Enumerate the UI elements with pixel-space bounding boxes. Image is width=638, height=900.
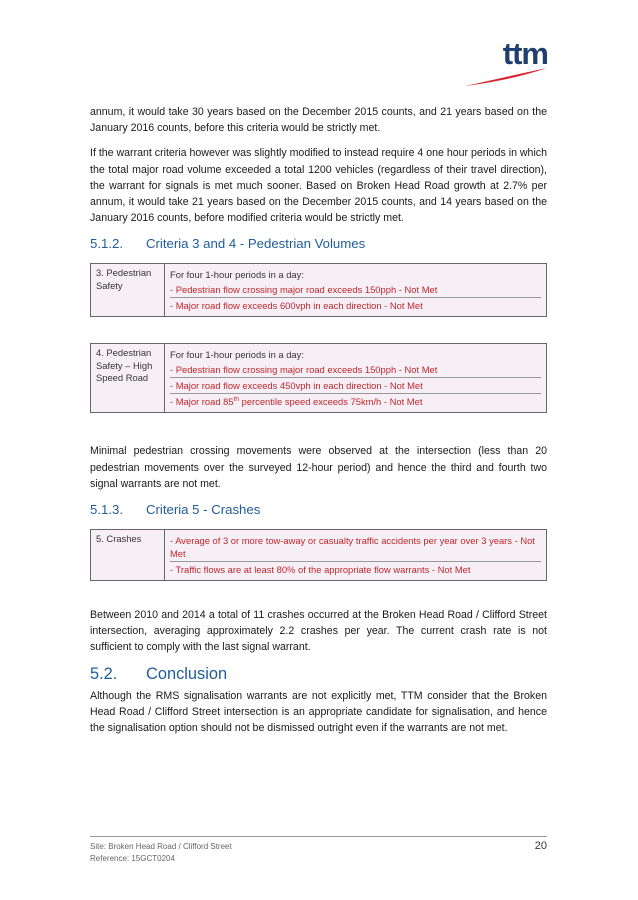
criteria-intro: For four 1-hour periods in a day:: [170, 269, 304, 281]
criteria-line: - Traffic flows are at least 80% of the appropriate flow warrants - Not Met: [170, 561, 541, 577]
paragraph-conclusion: Although the RMS signalisation warrants are not explicitly met, TTM consider that the Broken Head Road / Clifford Street intersection is an appropriate candidate for signalisation, and hence the signalisation option should not be dismissed outright even if the warrants are not met.: [90, 689, 547, 735]
criteria-line-speed: [170, 393, 541, 409]
heading-title: Criteria 5 - Crashes: [146, 502, 261, 518]
speed-pre: - Major road 85: [170, 396, 234, 408]
logo-text: ttm: [502, 36, 548, 71]
criteria-line: - Pedestrian flow crossing major road exceeds 150pph - Not Met: [170, 284, 438, 296]
criteria-line: - Pedestrian flow crossing major road exceeds 150pph - Not Met: [170, 364, 438, 376]
heading-number: 5.2.: [90, 664, 118, 683]
criteria-5-table: [90, 529, 547, 581]
footer-site: Site: Broken Head Road / Clifford Street: [90, 842, 232, 851]
criteria-details: [165, 264, 547, 317]
logo-swoosh-icon: [463, 66, 548, 88]
criteria-intro: For four 1-hour periods in a day:: [170, 349, 304, 361]
speed-post: percentile speed exceeds 75km/h - Not Met: [239, 396, 423, 408]
criteria-label: 5. Crashes: [91, 530, 165, 581]
paragraph-crashes: Between 2010 and 2014 a total of 11 crashes occurred at the Broken Head Road / Clifford Street intersection, averaging approximately 2.2 crashes per year. The current crash rate is not sufficient to comply with the last signal warrant.: [90, 609, 547, 654]
heading-title: Criteria 3 and 4 - Pedestrian Volumes: [146, 236, 366, 252]
paragraph-pedestrian: Minimal pedestrian crossing movements were observed at the intersection (less than 20 pedestrian movements over the surveyed 12-hour period) and hence the third and fourth two signal warrants are not met.: [90, 445, 547, 490]
speed-sup: th: [233, 396, 239, 404]
criteria-label: 3. Pedestrian Safety: [91, 264, 165, 317]
criteria-label: 4. Pedestrian Safety – High Speed Road: [91, 344, 165, 413]
paragraph-modified-warrant: If the warrant criteria however was slightly modified to instead require 4 one hour periods in which the total major road volume exceeded a total 1200 vehicles (regardless of their travel direction), the warrant for signals is met much sooner. Based on Broken Head Road growth at 2.7% per annum, it would take 21 years based on the December 2015 counts, and 14 years based on the January 2016 counts, before modified criteria would be strictly met.: [90, 147, 547, 225]
page-footer: [90, 836, 547, 865]
heading-number: 5.1.2.: [90, 236, 123, 252]
heading-5-2: [90, 665, 547, 684]
paragraph-continuation: annum, it would take 30 years based on the December 2015 counts, and 21 years based on the January 2016 counts, before this criteria would be strictly met.: [90, 106, 547, 135]
page-number: 20: [534, 840, 547, 852]
criteria-details: [165, 530, 547, 581]
heading-5-1-2: [90, 236, 547, 251]
footer-reference: Reference: 15GCT0204: [90, 854, 175, 863]
criteria-line: - Major road flow exceeds 600vph in each direction - Not Met: [170, 297, 541, 313]
heading-5-1-3: [90, 502, 547, 517]
heading-title: Conclusion: [146, 664, 228, 683]
criteria-3-table: [90, 263, 547, 317]
heading-number: 5.1.3.: [90, 502, 123, 518]
criteria-line: - Average of 3 or more tow-away or casualty traffic accidents per year over 3 years - Not Met: [170, 535, 535, 560]
page-content: [90, 104, 547, 745]
criteria-line: - Major road flow exceeds 450vph in each direction - Not Met: [170, 377, 541, 393]
ttm-logo: [463, 38, 548, 90]
criteria-4-table: [90, 343, 547, 413]
criteria-details: [165, 344, 547, 413]
